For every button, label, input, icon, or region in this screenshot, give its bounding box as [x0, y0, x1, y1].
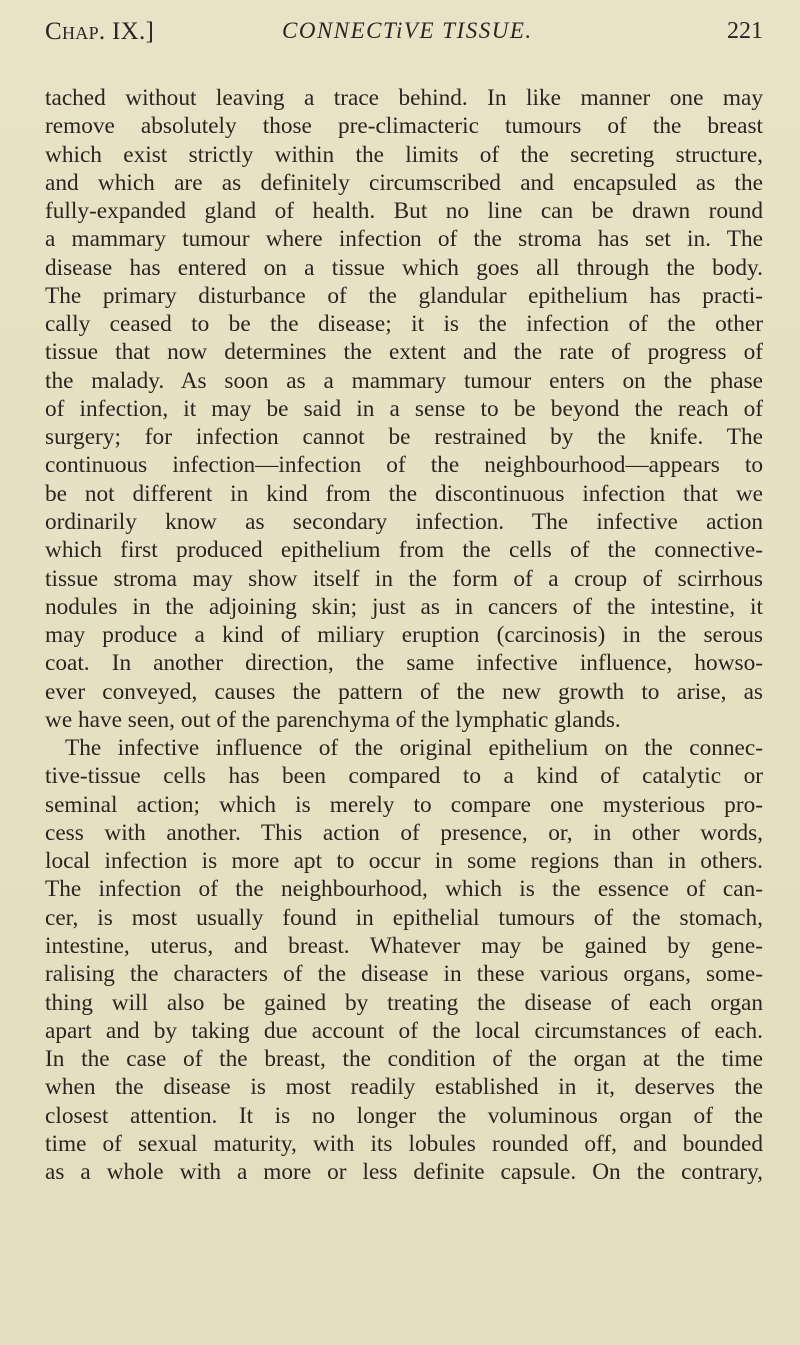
text-line: intestine, uterus, and breast. Whatever may be gained by gene- [45, 932, 763, 959]
text-line: ordinarily know as secondary infection. The infective action [45, 508, 763, 535]
text-line: fully-expanded gland of health. But no line can be drawn round [45, 198, 763, 225]
text-line: apart and by taking due account of the local circumstances of each. [45, 1017, 763, 1044]
text-line: cally ceased to be the disease; it is the infection of the other [45, 311, 763, 338]
text-line: tissue stroma may show itself in the form of a croup of scirrhous [45, 565, 763, 592]
text-line: the malady. As soon as a mammary tumour enters on the phase [45, 367, 763, 394]
text-line: tive-tissue cells has been compared to a kind of catalytic or [45, 763, 763, 790]
text-line: thing will also be gained by treating the disease of each organ [45, 989, 763, 1016]
body-text [45, 84, 763, 1186]
text-line: ever conveyed, causes the pattern of the new growth to arise, as [45, 678, 763, 705]
text-line: be not different in kind from the discontinuous infection that we [45, 480, 763, 507]
text-line: which first produced epithelium from the cells of the connective- [45, 537, 763, 564]
text-line: we have seen, out of the parenchyma of the lymphatic glands. [45, 706, 621, 733]
text-line: ralising the characters of the disease in these various organs, some- [45, 961, 763, 988]
text-line: and which are as definitely circumscribed and encapsuled as the [45, 169, 763, 196]
text-line: a mammary tumour where infection of the stroma has set in. The [45, 226, 763, 253]
text-line: cess with another. This action of presence, or, in other words, [45, 819, 763, 846]
page-number: 221 [727, 18, 763, 44]
text-line: local infection is more apt to occur in some regions than in others. [45, 848, 763, 875]
text-line: which exist strictly within the limits of the secreting structure, [45, 141, 763, 168]
chapter-label: Chap. IX.] [45, 18, 155, 45]
paragraph-first-line: The infective influence of the original epithelium on the connec- [65, 735, 763, 762]
text-line: as a whole with a more or less definite capsule. On the contrary, [45, 1159, 763, 1186]
text-line: In the case of the breast, the condition of the organ at the time [45, 1046, 763, 1073]
text-line: of infection, it may be said in a sense to be beyond the reach of [45, 395, 763, 422]
text-line: may produce a kind of miliary eruption (carcinosis) in the serous [45, 622, 763, 649]
text-line: seminal action; which is merely to compare one mysterious pro- [45, 791, 763, 818]
text-line: closest attention. It is no longer the voluminous organ of the [45, 1102, 763, 1129]
text-line: disease has entered on a tissue which goes all through the body. [45, 254, 763, 281]
text-line: nodules in the adjoining skin; just as in cancers of the intestine, it [45, 593, 763, 620]
text-line: continuous infection—infection of the neighbourhood—appears to [45, 452, 763, 479]
text-line: time of sexual maturity, with its lobules rounded off, and bounded [45, 1130, 763, 1157]
text-line: tached without leaving a trace behind. In like manner one may [45, 85, 763, 111]
text-line: tissue that now determines the extent and the rate of progress of [45, 339, 763, 366]
text-line: The primary disturbance of the glandular epithelium has practi- [45, 282, 763, 309]
running-title: CONNECTiVE TISSUE. [282, 18, 533, 43]
text-line: The infection of the neighbourhood, which is the essence of can- [45, 876, 763, 903]
text-line: remove absolutely those pre-climacteric tumours of the breast [45, 113, 763, 140]
text-line: coat. In another direction, the same infective influence, howso- [45, 650, 763, 677]
text-line: surgery; for infection cannot be restrained by the knife. The [45, 424, 763, 451]
running-head [45, 18, 765, 52]
text-line: when the disease is most readily established in it, deserves the [45, 1074, 763, 1101]
text-line: cer, is most usually found in epithelial tumours of the stomach, [45, 904, 763, 931]
